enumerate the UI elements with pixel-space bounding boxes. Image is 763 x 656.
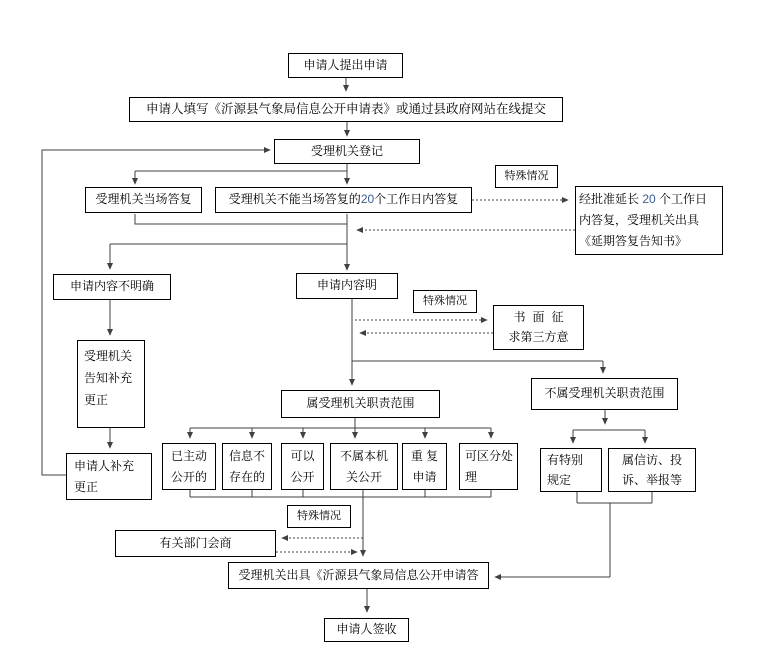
node-line: 经批准延长 20 个工作日 <box>579 192 708 206</box>
node-within-responsibility-scope <box>281 390 440 418</box>
node-line: 更正 <box>84 393 109 408</box>
node-onsite-reply <box>85 187 202 213</box>
node-line: 受理机关 <box>84 349 133 363</box>
node-applicant-supplement-correction <box>66 453 152 500</box>
node-content-clear <box>296 273 398 299</box>
node-line: 诉、举报等 <box>621 473 682 487</box>
node-label: 受理机关登记 <box>310 143 383 158</box>
node-special-regulations <box>540 448 602 492</box>
node-line: 申请 <box>412 469 437 484</box>
node-label: 有关部门会商 <box>159 535 232 550</box>
node-applicant-submit <box>288 53 403 78</box>
number-20: 20 <box>360 192 375 207</box>
node-line: 信息不 <box>228 449 265 464</box>
node-label: 个工作日内答复 <box>374 192 459 207</box>
connector-onsite-merge <box>135 214 347 224</box>
node-label: 受理机关出具《沂源县气象局信息公开申请答 <box>238 567 479 582</box>
node-line: 《延期答复告知书》 <box>579 234 688 248</box>
node-information-not-exist <box>222 443 272 490</box>
node-approved-extension <box>575 186 723 255</box>
node-third-party-written-opinion <box>493 305 584 350</box>
node-line: 内答复，受理机关出具 <box>579 213 700 227</box>
node-department-consultation <box>115 530 276 557</box>
node-line: 可区分处 <box>465 449 514 464</box>
node-label: 特殊情况 <box>423 294 467 307</box>
node-label: 申请人填写《沂源县气象局信息公开申请表》或通过县政府网站在线提交 <box>145 102 546 117</box>
node-line: 已主动 <box>170 449 207 464</box>
node-label: 特殊情况 <box>504 169 549 182</box>
node-line: 关公开 <box>345 469 382 484</box>
node-line: 更正 <box>74 479 99 494</box>
node-can-disclose <box>281 443 324 490</box>
node-line: 公开 <box>290 469 315 484</box>
node-line: 公开的 <box>170 469 207 484</box>
node-line: 属信访、投 <box>621 452 682 467</box>
node-line: 存在的 <box>228 469 265 484</box>
node-label: 不属受理机关职责范围 <box>544 386 665 401</box>
node-label: 申请人签收 <box>336 622 397 637</box>
node-line: 理 <box>465 469 478 484</box>
node-petition-complaint-report <box>608 448 696 492</box>
node-label: 受理机关不能当场答复的 <box>228 192 361 207</box>
node-issue-reply-document <box>228 562 489 589</box>
node-reply-within-20-days <box>215 187 472 213</box>
node-fill-application-form <box>129 97 563 122</box>
node-outside-responsibility-scope <box>531 378 678 410</box>
node-label: 申请人提出申请 <box>303 57 388 72</box>
label-special-case-top <box>495 165 558 188</box>
node-organ-registration <box>274 139 420 164</box>
node-already-disclosed <box>162 443 216 490</box>
node-not-this-organ-disclosure <box>330 443 398 490</box>
node-notify-supplement-correction <box>77 340 145 428</box>
node-applicant-sign-receipt <box>324 618 409 642</box>
node-line: 重 复 <box>410 449 439 464</box>
node-line: 告知补充 <box>84 371 133 386</box>
node-label: 属受理机关职责范围 <box>306 396 415 411</box>
node-label: 受理机关当场答复 <box>95 192 192 207</box>
node-label: 申请内容不明确 <box>69 279 154 294</box>
node-repeated-application <box>402 443 447 490</box>
node-line: 求第三方意 <box>508 329 569 344</box>
node-line: 规定 <box>547 473 572 487</box>
number-20: 20 <box>642 192 656 206</box>
node-line: 申请人补充 <box>74 459 135 474</box>
node-separable-handling <box>459 443 518 490</box>
node-label: 申请内容明 <box>316 278 377 293</box>
node-line: 有特别 <box>547 452 584 467</box>
label-special-case-bottom <box>287 505 351 528</box>
label-special-case-middle <box>413 290 477 313</box>
node-line: 书面征 <box>513 310 571 325</box>
node-label: 特殊情况 <box>297 509 341 522</box>
node-line: 可以 <box>290 449 315 464</box>
node-line: 不属本机 <box>339 449 388 464</box>
node-content-unclear <box>53 274 171 300</box>
